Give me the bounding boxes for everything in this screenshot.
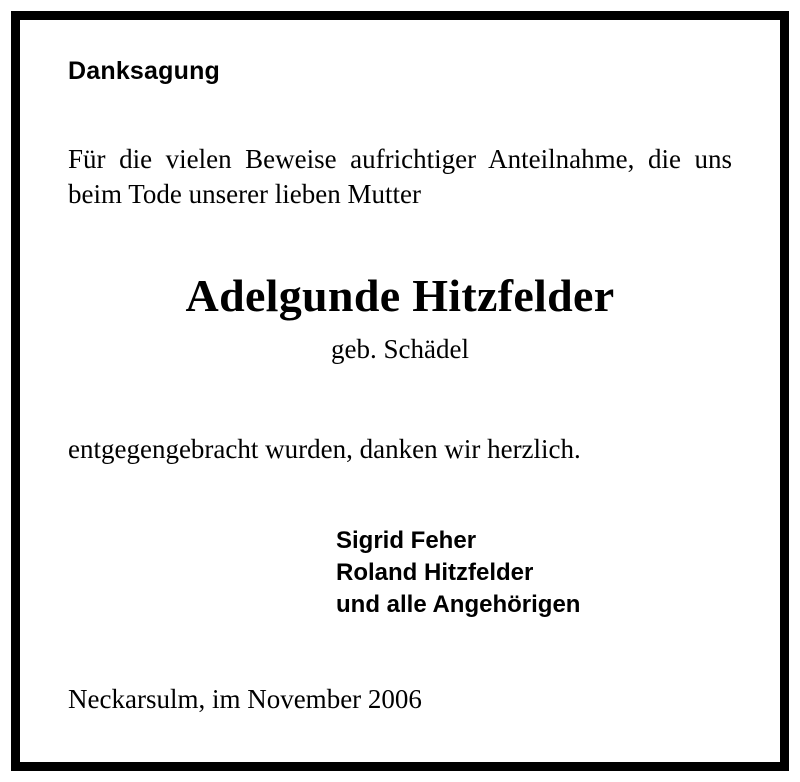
place-and-date: Neckarsulm, im November 2006 (68, 684, 422, 715)
closing-paragraph: entgegengebracht wurden, danken wir herzlich. (68, 433, 581, 464)
survivors-list (68, 525, 732, 621)
deceased-name: Adelgunde Hitzfelder (185, 269, 615, 321)
intro-paragraph (68, 142, 732, 212)
notice-heading: Danksagung (68, 57, 221, 85)
survivor-name: Sigrid Feher (336, 526, 477, 554)
survivor-name: und alle Angehörigen (336, 591, 581, 618)
intro-line-2: beim Tode unserer lieben Mutter (68, 178, 422, 209)
obituary-frame (11, 11, 789, 771)
deceased-block (68, 270, 732, 366)
maiden-name: geb. Schädel (331, 334, 469, 365)
intro-line-1: Für die vielen Beweise aufrichtiger Anteilnahme, die uns (68, 143, 732, 174)
survivor-name: Roland Hitzfelder (336, 558, 534, 586)
